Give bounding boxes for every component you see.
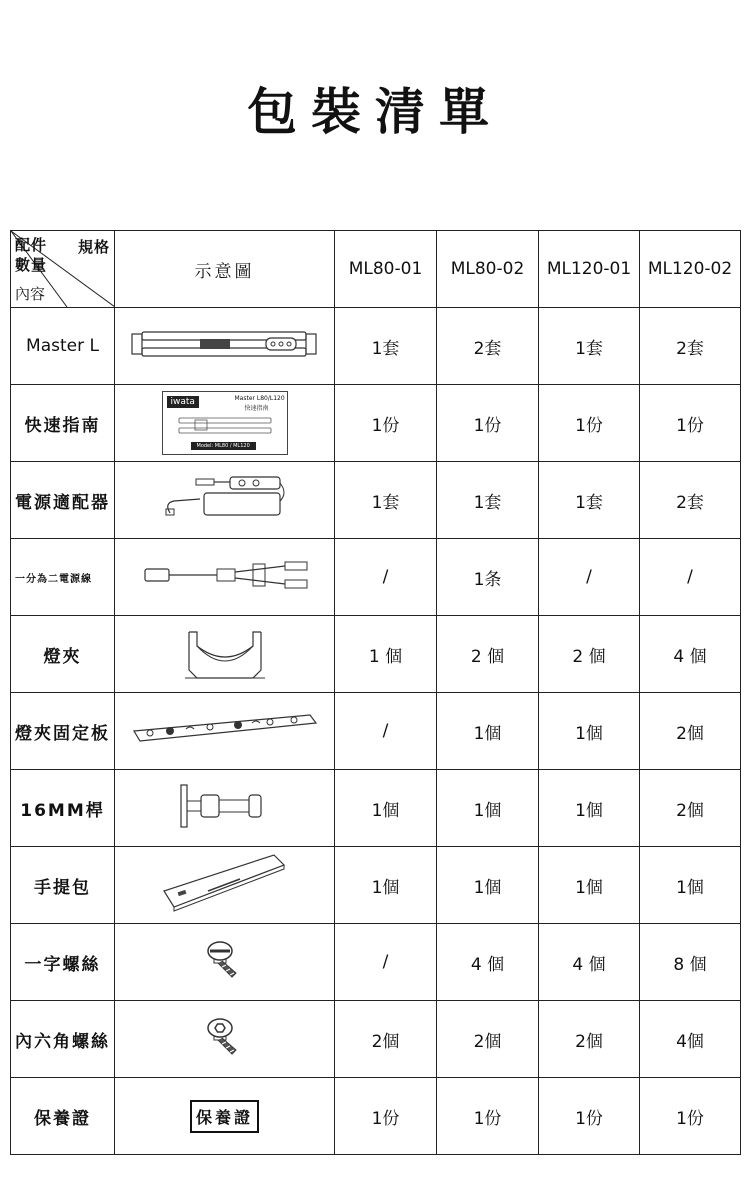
qty-ml120-01: 1套 [539, 462, 640, 539]
table-row [11, 770, 741, 847]
qty-ml120-01: / [539, 539, 640, 616]
qty-ml120-02: 4個 [640, 1001, 741, 1078]
item-name: 內六角螺絲 [11, 1001, 115, 1078]
qty-ml120-01: 2個 [539, 1001, 640, 1078]
illustration-cell [115, 693, 335, 770]
qty-ml80-01: 1個 [335, 770, 437, 847]
qty-ml120-01: 4 個 [539, 924, 640, 1001]
qty-ml120-01: 2 個 [539, 616, 640, 693]
guide-title: Master L80/L120 [234, 395, 285, 402]
qty-ml120-02: 2套 [640, 308, 741, 385]
illustration-cell [115, 1001, 335, 1078]
illustration-cell [115, 847, 335, 924]
table-row [11, 847, 741, 924]
quick-guide-icon [162, 391, 288, 455]
item-name: 16MM桿 [11, 770, 115, 847]
header-accessory-label: 配件 [15, 236, 48, 254]
header-model-1: ML80-01 [335, 231, 437, 308]
qty-ml120-01: 1個 [539, 847, 640, 924]
qty-ml80-02: 2套 [437, 308, 539, 385]
illustration-cell [115, 385, 335, 462]
header-quantity-label: 數量 [15, 256, 48, 274]
corner-header-cell [11, 231, 115, 308]
qty-ml120-01: 1套 [539, 308, 640, 385]
qty-ml120-02: / [640, 539, 741, 616]
qty-ml80-01: 1 個 [335, 616, 437, 693]
qty-ml120-02: 1個 [640, 847, 741, 924]
header-spec-label: 規格 [77, 238, 110, 256]
qty-ml80-01: 2個 [335, 1001, 437, 1078]
illustration-cell [115, 616, 335, 693]
qty-ml80-02: 4 個 [437, 924, 539, 1001]
mount-plate-icon [130, 709, 320, 749]
qty-ml80-02: 2 個 [437, 616, 539, 693]
item-name: 快速指南 [11, 385, 115, 462]
table-header-row [11, 231, 741, 308]
qty-ml120-02: 8 個 [640, 924, 741, 1001]
qty-ml120-01: 1份 [539, 1078, 640, 1155]
qty-ml80-01: 1套 [335, 462, 437, 539]
item-name: 保養證 [11, 1078, 115, 1155]
header-illustration: 示意圖 [115, 231, 335, 308]
table-row [11, 539, 741, 616]
item-name: 燈夾固定板 [11, 693, 115, 770]
item-name: 電源適配器 [11, 462, 115, 539]
table-row [11, 308, 741, 385]
qty-ml80-02: 1份 [437, 1078, 539, 1155]
light-tube-icon [130, 326, 320, 362]
qty-ml120-02: 1份 [640, 385, 741, 462]
illustration-cell [115, 1078, 335, 1155]
qty-ml80-01: / [335, 539, 437, 616]
qty-ml120-02: 2套 [640, 462, 741, 539]
qty-ml80-01: 1套 [335, 308, 437, 385]
qty-ml80-02: 1個 [437, 693, 539, 770]
splitter-cable-icon [135, 560, 315, 590]
item-name: 一分為二電源線 [11, 539, 115, 616]
illustration-cell [115, 308, 335, 385]
qty-ml80-02: 1条 [437, 539, 539, 616]
qty-ml120-02: 4 個 [640, 616, 741, 693]
hex-screw-icon [200, 1012, 250, 1062]
qty-ml80-02: 1個 [437, 770, 539, 847]
page-title: 包裝清單 [247, 83, 503, 141]
qty-ml120-02: 2個 [640, 693, 741, 770]
warranty-card-icon: 保養證 [190, 1100, 259, 1133]
item-name: 燈夾 [11, 616, 115, 693]
guide-sub: 快速指南 [244, 405, 269, 412]
qty-ml120-01: 1個 [539, 770, 640, 847]
illustration-cell [115, 462, 335, 539]
table-row [11, 385, 741, 462]
slotted-screw-icon [200, 935, 250, 985]
qty-ml120-01: 1個 [539, 693, 640, 770]
guide-brand: iwata [167, 396, 199, 408]
qty-ml80-01: / [335, 924, 437, 1001]
qty-ml120-02: 2個 [640, 770, 741, 847]
table-row [11, 462, 741, 539]
carry-bag-icon [160, 851, 290, 915]
qty-ml80-01: 1份 [335, 385, 437, 462]
qty-ml80-02: 1套 [437, 462, 539, 539]
package-list-table [10, 230, 741, 1155]
guide-model: Model: ML80 / ML120 [191, 442, 256, 450]
table-row [11, 1001, 741, 1078]
illustration-cell [115, 770, 335, 847]
qty-ml120-02: 1份 [640, 1078, 741, 1155]
rod-16mm-icon [175, 781, 275, 831]
table-row [11, 616, 741, 693]
item-name: Master L [11, 308, 115, 385]
item-name: 手提包 [11, 847, 115, 924]
power-adapter-icon [160, 473, 290, 523]
qty-ml80-02: 2個 [437, 1001, 539, 1078]
illustration-cell [115, 924, 335, 1001]
item-name: 一字螺絲 [11, 924, 115, 1001]
qty-ml80-02: 1份 [437, 385, 539, 462]
illustration-cell [115, 539, 335, 616]
header-model-4: ML120-02 [640, 231, 741, 308]
qty-ml120-01: 1份 [539, 385, 640, 462]
table-row [11, 1078, 741, 1155]
qty-ml80-02: 1個 [437, 847, 539, 924]
light-clip-icon [175, 624, 275, 680]
table-row [11, 693, 741, 770]
table-row [11, 924, 741, 1001]
header-model-3: ML120-01 [539, 231, 640, 308]
header-content-label: 內容 [15, 285, 46, 303]
qty-ml80-01: 1個 [335, 847, 437, 924]
qty-ml80-01: / [335, 693, 437, 770]
qty-ml80-01: 1份 [335, 1078, 437, 1155]
header-model-2: ML80-02 [437, 231, 539, 308]
